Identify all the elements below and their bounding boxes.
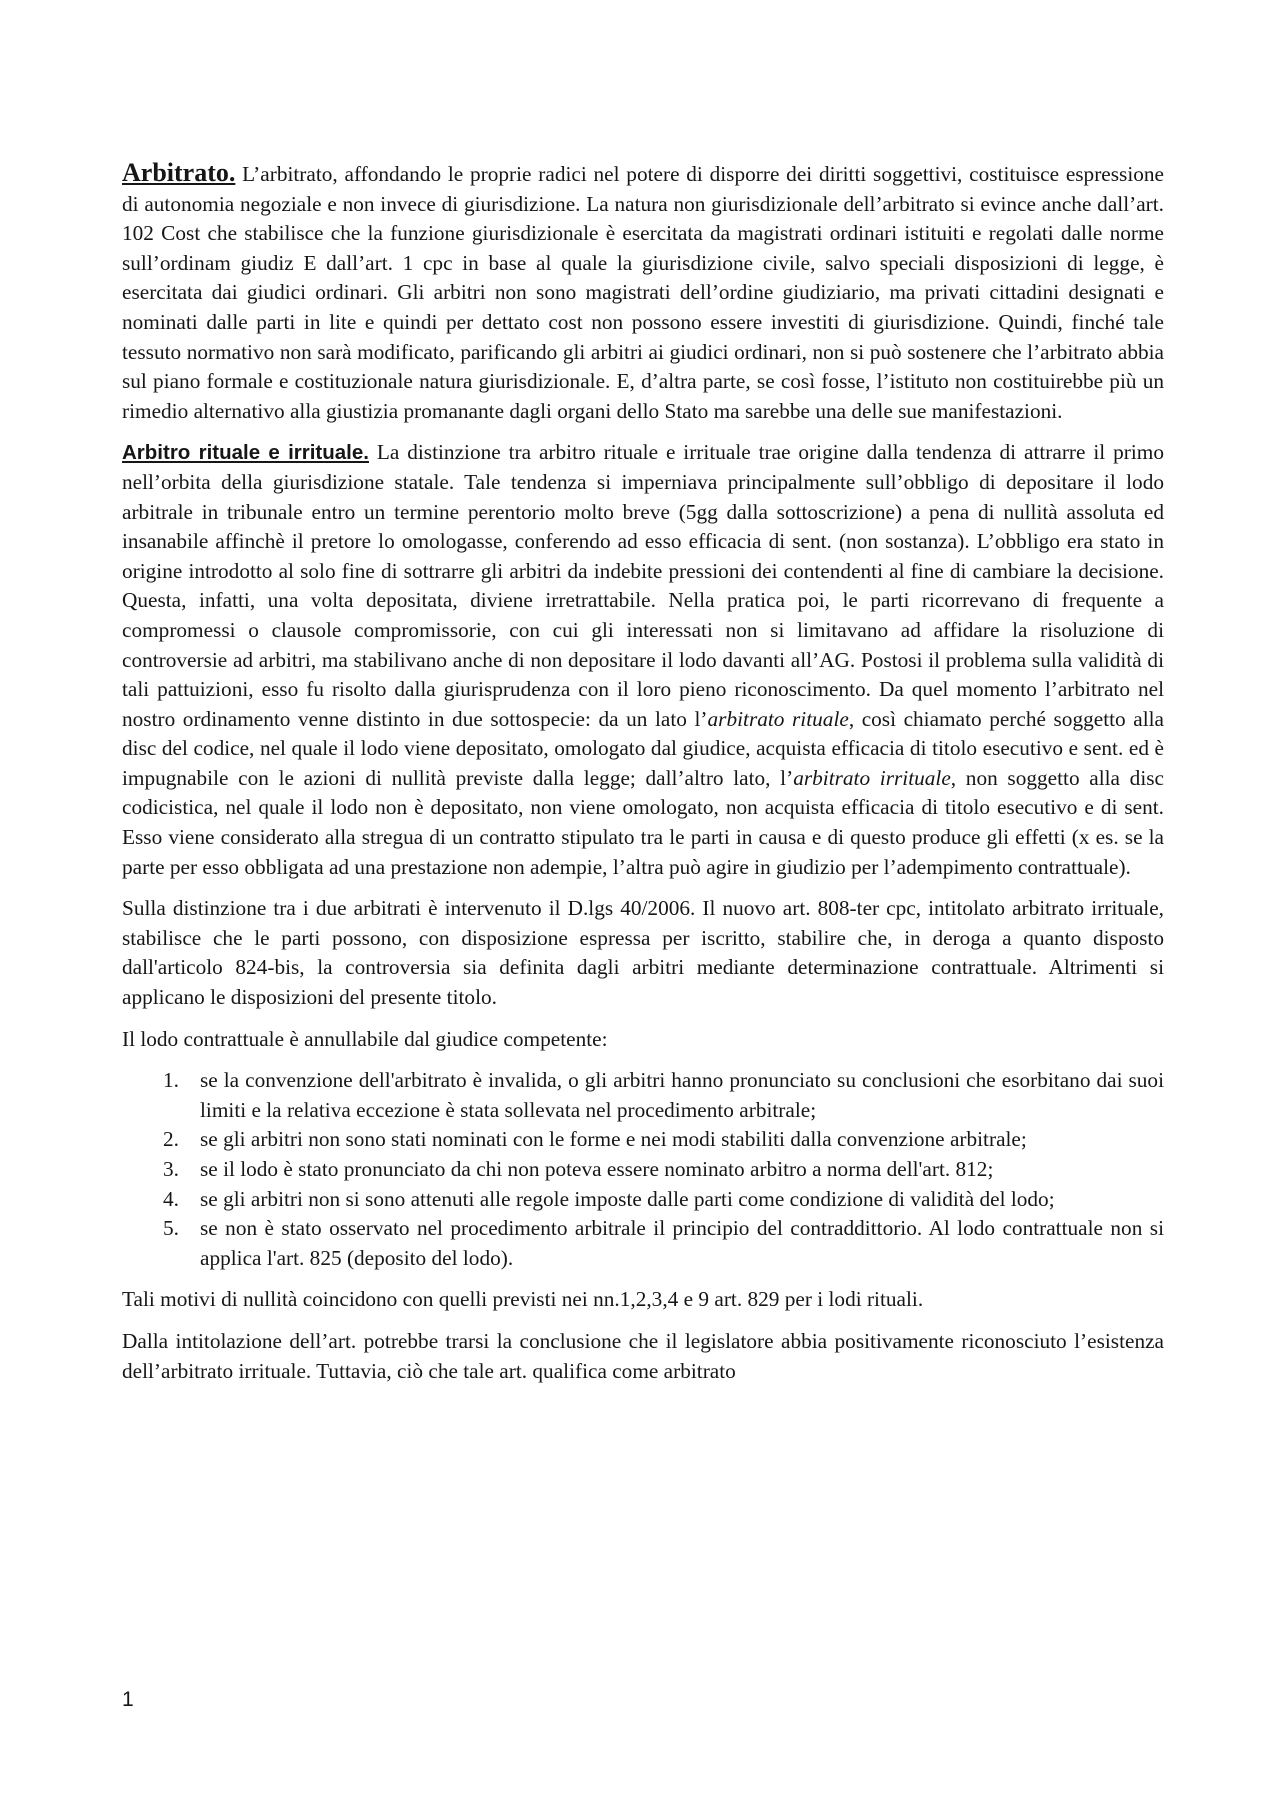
paragraph-intitolazione: Dalla intitolazione dell’art. potrebbe trarsi la conclusione che il legislatore abbia positivamente riconosciuto l’esistenza dell’arbitrato irrituale. Tuttavia, ciò che tale art. qualifica come arbitrato [122, 1328, 1164, 1383]
section-heading-text: Arbitro rituale e irrituale. [122, 441, 369, 465]
paragraph-lodo-annullabile: Il lodo contrattuale è annullabile dal giudice competente: [122, 1026, 608, 1051]
list-item-number: 3. [163, 1157, 179, 1181]
paragraph-text: , così chiamato perché soggetto alla disc del codice, nel quale il lodo viene depositato, omologato dal giudice, acquista efficacia di titolo esecutivo e sent. ed è impugnabile con le azioni di nullità previste dalla legge; dall’altro lato, l’ [122, 706, 1164, 790]
section-heading-arbitrato: Arbitrato. [122, 158, 236, 187]
list-item [163, 1214, 1164, 1273]
paragraph-text: La distinzione tra arbitro rituale e irrituale trae origine dalla tendenza di attrarre il primo nell’orbita della giurisdizione statale. Tale tendenza si imperniava principalmente sull’obbligo di depositare il lodo arbitrale in tribunale entro un termine perentorio molto breve (5gg dalla sottoscrizione) a pena di nullità assoluta ed insanabile affinchè il pretore lo omologasse, conferendo ad esso efficacia di sent. (non sostanza). L’obbligo era stato in origine introdotto al solo fine di sottrarre gli arbitri da indebite pressioni dei contendenti al fine di cambiare la decisione. Questa, infatti, una volta depositata, diviene irretrattabile. Nella pratica poi, le parti ricorrevano di frequente a compromessi o clausole compromissorie, con cui gli interessati non si limitavano ad affidare la risoluzione di controversie ad arbitri, ma stabilivano anche di non depositare il lodo davanti all’AG. Postosi il problema sulla validità di tali pattuizioni, esso fu risolto dalla giurisprudenza con il loro pieno riconoscimento. Da quel momento l’arbitrato nel nostro ordinamento venne distinto in due sottospecie: da un lato l’ [122, 440, 1164, 731]
list-item-number: 4. [163, 1186, 179, 1211]
italic-term: arbitrato rituale [707, 706, 849, 731]
list-item-text: se il lodo è stato pronunciato da chi non poteva essere nominato arbitro a norma dell'art. 812; [200, 1157, 994, 1181]
paragraph-dlgs: Sulla distinzione tra i due arbitrati è intervenuto il D.lgs 40/2006. Il nuovo art. 808-ter cpc, intitolato arbitrato irrituale, stabilisce che le parti possono, con disposizione espressa per iscritto, stabilire che, in deroga a quanto disposto dall'articolo 824-bis, la controversia sia definita dagli arbitri mediante determinazione contrattuale. Altrimenti si applicano le disposizioni del presente titolo. [122, 896, 1164, 1010]
list-item-text: se gli arbitri non si sono attenuti alle regole imposte dalle parti come condizione di validità del lodo; [200, 1186, 1055, 1211]
list-item-number: 1. [163, 1068, 179, 1093]
document-page [122, 158, 1164, 1398]
list-item [163, 1185, 1164, 1215]
italic-term: arbitrato irrituale [793, 765, 951, 790]
list-item-text: se la convenzione dell'arbitrato è invalida, o gli arbitri hanno pronunciato su conclusioni che esorbitano dai suoi limiti e la relativa eccezione è stata sollevata nel procedimento arbitrale; [200, 1068, 1164, 1122]
page-number: 1 [122, 1688, 134, 1711]
list-item-text: se gli arbitri non sono stati nominati con le forme e nei modi stabiliti dalla convenzione arbitrale; [200, 1127, 1027, 1152]
paragraph-arbitro-rituale [122, 438, 1164, 882]
section-heading-arbitro-rituale [122, 440, 369, 464]
list-item [163, 1066, 1164, 1125]
paragraph-text: L’arbitrato, affondando le proprie radici nel potere di disporre dei diritti soggettivi, costituisce espressione di autonomia negoziale e non invece di giurisdizione. La natura non giurisdizionale dell’arbitrato si evince anche dall’art. 102 Cost che stabilisce che la funzione giurisdizionale è esercitata da magistrati ordinari istituiti e regolati dalle norme sull’ordinam giudiz E dall’art. 1 cpc in base al quale la giurisdizione civile, salvo speciali disposizioni di legge, è esercitata dai giudici ordinari. Gli arbitri non sono magistrati dell’ordine giudiziario, ma privati cittadini designati e nominati dalle parti in lite e quindi per dettato cost non possono essere investiti di giurisdizione. Quindi, finché tale tessuto normativo non sarà modificato, parificando gli arbitri ai giudici ordinari, non si può sostenere che l’arbitrato abbia sul piano formale e costituzionale natura giurisdizionale. E, d’altra parte, se così fosse, l’istituto non costituirebbe più un rimedio alternativo alla giustizia promanante dagli organi dello Stato ma sarebbe una delle sue manifestazioni. [122, 162, 1164, 423]
list-item [163, 1125, 1164, 1155]
paragraph-arbitrato [122, 158, 1164, 426]
list-item [163, 1155, 1164, 1185]
list-item-text: se non è stato osservato nel procedimento arbitrale il principio del contraddittorio. Al lodo contrattuale non si applica l'art. 825 (deposito del lodo). [200, 1216, 1164, 1270]
paragraph-text: , non soggetto alla disc codicistica, nel quale il lodo non è depositato, non viene omologato, non acquista efficacia di titolo esecutivo e di sent. Esso viene considerato alla stregua di un contratto stipulato tra le parti in causa e di questo produce gli effetti (x es. se la parte per esso obbligata ad una prestazione non adempie, l’altra può agire in giudizio per l’adempimento contrattuale). [122, 765, 1164, 879]
paragraph-motivi: Tali motivi di nullità coincidono con quelli previsti nei nn.1,2,3,4 e 9 art. 829 per i lodi rituali. [122, 1287, 924, 1312]
list-item-number: 5. [163, 1216, 179, 1241]
nullity-reasons-list [122, 1066, 1164, 1273]
list-item-number: 2. [163, 1127, 179, 1152]
